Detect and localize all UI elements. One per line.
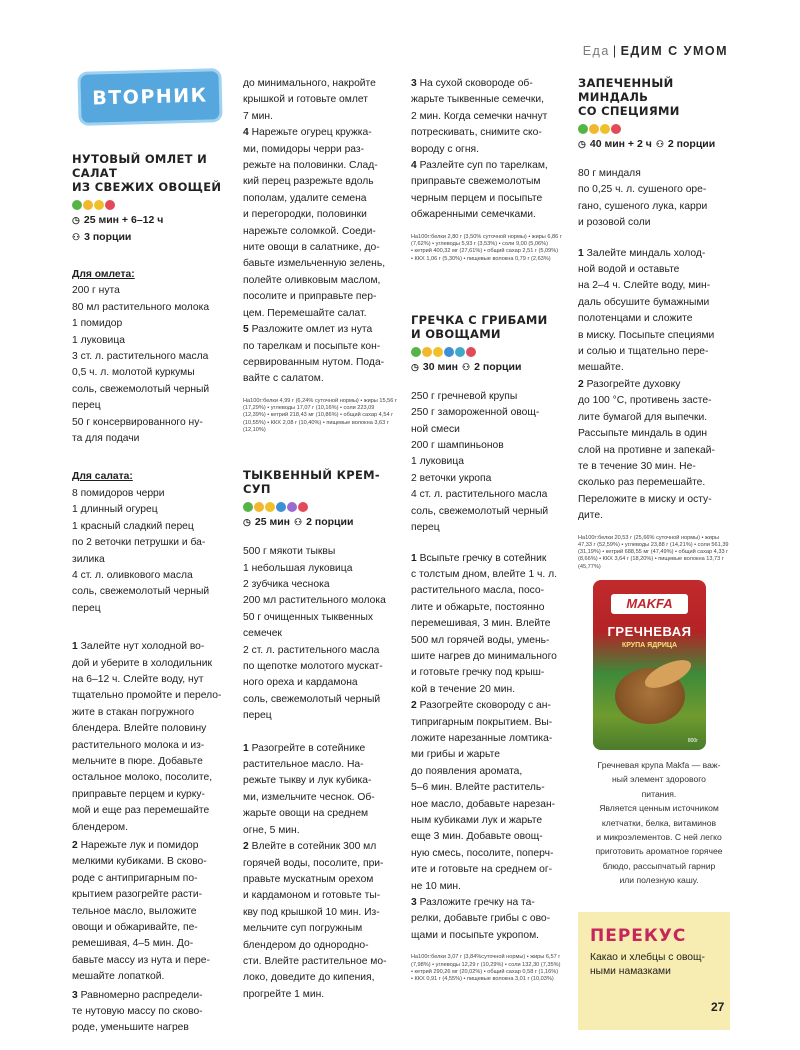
recipe-3-step-2: 2 Разогрейте сковороду с ан- типригарным покрытием. Вы- ложите нарезанные ломтика- ми грибы и жарьте до появления аромата, 5–6 мин. Влейте раститель- ное масло, добавьте нарезан- ным кубиками лук и жарьте еще 3 мин. Добавьте овощ- ную смесь, посолите, поперч- ите и готовьте на среднем ог- не 10 мин. <box>411 700 556 892</box>
day-label: ВТОРНИК <box>92 84 208 110</box>
package-weight: 800г <box>687 738 698 744</box>
snack-title: ПЕРЕКУС <box>590 926 687 946</box>
vegan-tag-icon <box>243 502 253 512</box>
product-caption: Гречневая крупа Makfa — важ- ный элемент здорового питания. Является ценным источником клетчатки, белка, витаминов и микроэлементов. С ней легко приготовить ароматное горячее блюдо, рассыпчатый гарнир или полезную кашу. <box>595 760 723 886</box>
package-brand-logo: MAKFA <box>611 594 688 614</box>
header-separator: | <box>612 44 618 58</box>
recipe-1-title: НУТОВЫЙ ОМЛЕТ И САЛАТ ИЗ СВЕЖИХ ОВОЩЕЙ <box>72 152 222 194</box>
recipe-1-diet-tags <box>72 200 230 211</box>
recipe-2-step-4: 4 Разлейте суп по тарелкам, приправьте свежемолотым черным перцем и посыпьте обжаренными семечками. <box>411 160 548 221</box>
package-product-name: ГРЕЧНЕВАЯ <box>607 624 692 639</box>
frozen-tag-icon <box>455 347 465 357</box>
people-icon: ⚇ <box>655 139 664 149</box>
recipe-3-diet-tags <box>411 347 565 358</box>
snack-box <box>578 912 730 1030</box>
recipe-1-step-4: 4 Нарежьте огурец кружка- ми, помидоры черри раз- режьте на половинки. Слад- кий перец разрежьте вдоль пополам, удалите семена и перегородки, половинки нарежьте соломкой. Соеди- ните овощи в салатнике, до- бавьте измельченную зелень, полейте оливковым маслом, посолите и приправьте пер- цем. Перемешайте салат. <box>243 127 386 319</box>
people-icon: ⚇ <box>72 232 81 242</box>
gluten-free-tag-icon <box>254 502 264 512</box>
omelet-ingredients: 200 г нута 80 мл растительного молока 1 помидор 1 луковица 3 ст. л. растительного масла 0,5 ч. л. молотой куркумы соль, свежемолотый черный перец 50 г консервированного ну- та для подачи <box>72 285 210 445</box>
lactose-free-tag-icon <box>600 124 610 134</box>
buckwheat-package-image <box>593 580 706 750</box>
recipe-1-step-3: 3 Равномерно распредели- те нутовую массу по сково- роде, уменьшите нагрев <box>72 989 203 1034</box>
healthy-tag-icon <box>611 124 621 134</box>
column-2 <box>243 76 395 1003</box>
recipe-4-time-portions: ◷ 40 мин + 2 ч ⚇ 2 порции <box>578 138 716 150</box>
healthy-tag-icon <box>466 347 476 357</box>
recipe-1-step-2: 2 Нарежьте лук и помидор мелкими кубиками. В сково- роде с антипригарным по- крытием разогрейте расти- тельное масло, выложите овощи и обжаривайте, пе- ремешивая, 4–5 мин. До- бавьте массу из нута и пере- мешайте лопаткой. <box>72 840 210 983</box>
gluten-free-tag-icon <box>589 124 599 134</box>
healthy-tag-icon <box>298 502 308 512</box>
recipe-4-diet-tags <box>578 124 730 135</box>
recipe-2-ingredients: 500 г мякоти тыквы 1 небольшая луковица 2 зубчика чеснока 200 мл растительного молока 50 г очищенных тыквенных семечек 2 ст. л. растительного масла по щепотке молотого мускат- ного ореха и кардамона соль, свежемолотый черный перец <box>243 546 386 722</box>
recipe-2-time-portions: ◷ 25 мин ⚇ 2 порции <box>243 516 354 529</box>
column-4 <box>578 76 730 571</box>
column-3 <box>411 76 565 983</box>
low-fat-tag-icon <box>444 347 454 357</box>
recipe-4-step-1: 1 Залейте миндаль холод- ной водой и оставьте на 2–4 ч. Слейте воду, мин- даль обсушите бумажными полотенцами и сложите в миску. Посыпьте специями и солью и тщательно пере- мешайте. <box>578 247 715 374</box>
recipe-3-ingredients: 250 г гречневой крупы 250 г замороженной овощ- ной смеси 200 г шампиньонов 1 луковица 2 веточки укропа 4 ст. л. растительного масла соль, свежемолотый черный перец <box>411 390 549 534</box>
recipe-3-step-1: 1 Всыпьте гречку в сотейник с толстым дном, влейте 1 ч. л. растительного масла, посо- лите и обжарьте, постоянно перемешивая, 3 мин. Влейте 500 мл горячей воды, умень- шите нагрев до минимального и готовьте гречку под крыш- кой в течение 20 мин. <box>411 552 557 695</box>
healthy-tag-icon <box>105 200 115 210</box>
recipe-2-step-1: 1 Разогрейте в сотейнике растительное масло. На- режьте тыкву и лук кубика- ми, измельчите чеснок. Об- жарьте овощи на среднем огне, 5 мин. <box>243 742 375 836</box>
lactose-free-tag-icon <box>265 502 275 512</box>
salad-ingredients: 8 помидоров черри 1 длинный огурец 1 красный сладкий перец по 2 веточки петрушки и ба- зилика 4 ст. л. оливкового масла соль, свежемолотый черный перец <box>72 487 210 614</box>
recipe-3-time-portions: ◷ 30 мин ⚇ 2 порции <box>411 360 522 373</box>
people-icon: ⚇ <box>294 517 303 528</box>
people-icon: ⚇ <box>462 361 471 372</box>
vegan-tag-icon <box>411 347 421 357</box>
vegan-tag-icon <box>72 200 82 210</box>
salad-heading: Для салата: <box>72 471 133 483</box>
recipe-1-step-1: 1 Залейте нут холодной во- дой и уберите в холодильник на 6–12 ч. Слейте воду, нут тщательно промойте и перело- жите в стакан погружного блендера. Влейте половину растительного молока и из- мельчите в пюре. Добавьте остальное молоко, посолите, приправьте перцем и курку- мой и еще раз перемешайте блендером. <box>72 641 222 833</box>
clock-icon: ◷ <box>72 215 80 225</box>
recipe-1-step-5: 5 Разложите омлет из нута по тарелкам и посыпьте кон- сервированным нутом. Пода- вайте с салатом. <box>243 324 385 385</box>
recipe-1-column <box>72 152 230 1037</box>
recipe-1-time: ◷ 25 мин + 6–12 ч <box>72 214 164 226</box>
day-badge <box>77 68 222 126</box>
lactose-free-tag-icon <box>94 200 104 210</box>
clock-icon: ◷ <box>578 139 586 149</box>
recipe-1-step-3-continued: до минимального, накройте крышкой и готовьте омлет 7 мин. <box>243 78 376 122</box>
package-product-subtitle: КРУПА ЯДРИЦА <box>621 642 678 649</box>
low-fat-tag-icon <box>276 502 286 512</box>
recipe-1-portions: ⚇ 3 порции <box>72 231 132 243</box>
gluten-free-tag-icon <box>83 200 93 210</box>
section-label: Еда <box>582 44 610 58</box>
omelet-heading: Для омлета: <box>72 269 135 280</box>
recipe-2-nutrition: На100г:белки 2,80 г (3,50% суточной нормы) • жиры 6,86 г (7,62%) • углеводы 5,93 г (3,53%) • соли 9,00 (5,06%) • кетрий 400,32 мг (27,61%) • общий сахар 2,51 г (5,09%) • ККХ 1,06 г (5,30%) • пищевые волокна 0,79 г (2,63%) <box>411 233 562 262</box>
recipe-2-step-3: 3 На сухой сковороде об- жарьте тыквенные семечки, 2 мин. Когда семечки начнут потрескивать, снимите ско- вороду с огня. <box>411 78 548 155</box>
recipe-3-nutrition: На100г:белки 3,07 г (3,84%суточной нормы) • жиры 6,57 г (7,98%) • углеводы 12,29 г (10,29%) • соли 132,30 (7,35%) • кетрий 290,26 мг (20,02%) • общий сахар 0,58 г (1,16%) • ККХ 0,91 г (4,55%) • пищевые волокна 3,01 г (10,03%) <box>411 954 561 983</box>
recipe-3 <box>411 313 565 984</box>
magazine-header <box>583 44 728 58</box>
recipe-1-nutrition: На100г:белки 4,99 г (6,24% суточной нормы) • жиры 15,56 г (17,29%) • углеводы 17,07 г (10,16%) • соли 223,09 (12,39%) • кетрий 218,43 мг (10,86%) • общий сахар 4,54 г (10,55%) • ККХ 2,08 г (10,40%) • пищевые волокна 3,63 г (12,10%) <box>243 397 397 433</box>
recipe-2 <box>243 468 395 1003</box>
gluten-free-tag-icon <box>422 347 432 357</box>
recipe-3-step-3: 3 Разложите гречку на та- релки, добавьте грибы с ово- щами и посыпьте укропом. <box>411 897 551 941</box>
page-number: 27 <box>711 1000 725 1014</box>
magazine-rubric: ЕДИМ С УМОМ <box>620 44 728 58</box>
spicy-tag-icon <box>287 502 297 512</box>
snack-description: Какао и хлебцы с овощ- ными намазками <box>590 952 705 978</box>
recipe-3-title: ГРЕЧКА С ГРИБАМИ И ОВОЩАМИ <box>411 312 548 341</box>
recipe-4-ingredients: 80 г миндаля по 0,25 ч. л. сушеного оре- гано, сушеного лука, карри и розовой соли <box>578 168 708 229</box>
lactose-free-tag-icon <box>433 347 443 357</box>
recipe-2-title: ТЫКВЕННЫЙ КРЕМ-СУП <box>243 468 380 497</box>
recipe-2-step-2: 2 Влейте в сотейник 300 мл горячей воды, посолите, при- правьте мускатным орехом и кардамоном и готовьте ты- кву под крышкой 10 мин. Из- мельчите суп погружным блендером до однородно- сти. Влейте растительное мо- локо, доведите до кипения, прогрейте 1 мин. <box>243 841 387 1000</box>
clock-icon: ◷ <box>411 361 419 372</box>
vegan-tag-icon <box>578 124 588 134</box>
clock-icon: ◷ <box>243 517 251 528</box>
recipe-4-title: ЗАПЕЧЕННЫЙ МИНДАЛЬ СО СПЕЦИЯМИ <box>578 76 680 118</box>
recipe-2-diet-tags <box>243 502 395 513</box>
recipe-4-step-2: 2 Разогрейте духовку до 100 °С, противень засте- лите бумагой для выпечки. Рассыпьте миндаль в один слой на противне и запекай- те в течение 30 мин. Не- сколько раз перемешайте. Переложите в миску и осту- дите. <box>578 378 715 522</box>
recipe-4-nutrition: На100г:белки 20,53 г (25,66% суточной нормы) • жиры 47,33 г (52,59%) • углеводы 23,88 г (14,21%) • соли 561,39 (31,19%) • кетрий 688,55 мг (47,49%) • общий сахар 4,33 г (8,66%) • ККХ 3,64 г (18,20%) • пищевые волокна 13,73 г (45,77%) <box>578 534 729 570</box>
